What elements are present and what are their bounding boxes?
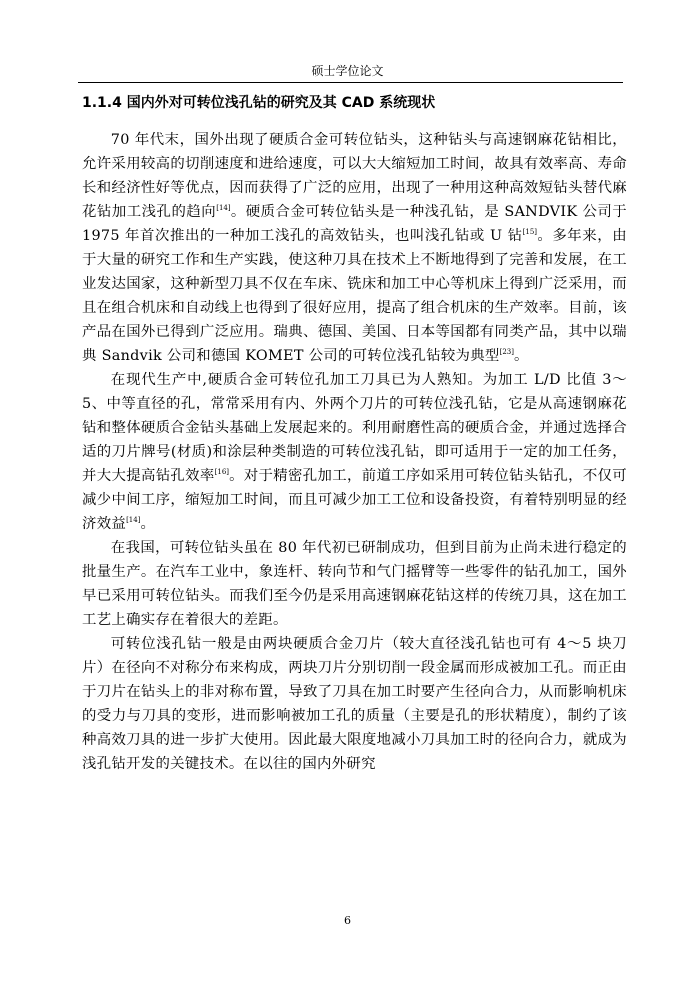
text-segment: 。硬质合金可转位钻头是一种浅孔钻，是 SANDVIK 公司于 1975 年首次推出的一种加工浅孔的高效钻头，也叫浅孔钻或 U 钻 <box>82 204 628 244</box>
text-segment: 。 <box>140 516 156 532</box>
text-segment: 在我国，可转位钻头虽在 80 年代初已研制成功，但到目前为止尚未进行稳定的批量生产。在汽车工业中，象连杆、转向节和气门摇臂等一些零件的钻孔加工，国外早已采用可转位钻头。而我们至今仍是采用高速钢麻花钻这样的传统刀具，这在加工工艺上确实存在着很大的差距。 <box>82 540 627 628</box>
text-segment: 。 <box>513 348 529 364</box>
citation-ref: [16] <box>214 468 230 477</box>
citation-ref: [23] <box>499 348 514 357</box>
paragraph <box>82 632 627 776</box>
citation-ref: [15] <box>522 228 538 237</box>
text-segment: 在现代生产中,硬质合金可转位孔加工刀具已为人熟知。为加工 L/D 比值 3～5、中等直径的孔，常常采用有内、外两个刀片的可转位浅孔钻，它是从高速钢麻花钻和整体硬质合金钻头基础上发展起来的。利用耐磨性高的硬质合金，并通过选择合适的刀片牌号(材质)和涂层种类制造的可转位浅孔钻，即可适用于一定的加工任务，并大大提高钻孔效率 <box>82 372 627 484</box>
paragraph <box>82 536 627 632</box>
text-segment: 。多年来，由于大量的研究工作和生产实践，使这种刀具在技术上不断地得到了完善和发展，在工业发达国家，这种新型刀具不仅在车床、铣床和加工中心等机床上得到广泛采用，而且在组合机床和自动线上也得到了很好应用，提高了组合机床的生产效率。目前，该产品在国外已得到广泛应用。瑞典、德国、美国、日本等国都有同类产品，其中以瑞典 Sandvik 公司和德国 KOMET 公司的可转位浅孔钻较为典型 <box>82 228 627 364</box>
page-number: 6 <box>344 914 351 927</box>
text-segment: 可转位浅孔钻一般是由两块硬质合金刀片（较大直径浅孔钻也可有 4～5 块刀片）在径向不对称分布来构成，两块刀片分别切削一段金属而形成被加工孔。而正由于刀片在钻头上的非对称布置，导致了刀具在加工时要产生径向合力，从而影响机床的受力与刀具的变形，进而影响被加工孔的质量（主要是孔的形状精度），制约了该种高效刀具的进一步扩大使用。因此最大限度地减小刀具加工时的径向合力，就成为浅孔钻开发的关键技术。在以往的国内外研究 <box>82 636 627 772</box>
text-segment: 70 年代末，国外出现了硬质合金可转位钻头，这种钻头与高速钢麻花钻相比，允许采用较高的切削速度和进给速度，可以大大缩短加工时间，故具有效率高、寿命长和经济性好等优点，因而获得了广泛的应用，出现了一种用这种高效短钻头替代麻花钻加工浅孔的趋向 <box>82 132 627 220</box>
section-heading: 1.1.4 国内外对可转位浅孔钻的研究及其 CAD 系统现状 <box>82 95 436 111</box>
citation-ref: [14] <box>216 204 231 213</box>
header-rule <box>78 82 623 83</box>
citation-ref: [14] <box>126 516 141 525</box>
body-text <box>82 128 627 776</box>
page-header: 硕士学位论文 <box>311 64 384 78</box>
text-segment: 。对于精密孔加工，前道工序如采用可转位钻头钻孔，不仅可减少中间工序，缩短加工时间，而且可减少加工工位和设备投资，有着特别明显的经济效益 <box>82 468 627 532</box>
paragraph <box>82 368 627 536</box>
paragraph <box>82 128 627 368</box>
